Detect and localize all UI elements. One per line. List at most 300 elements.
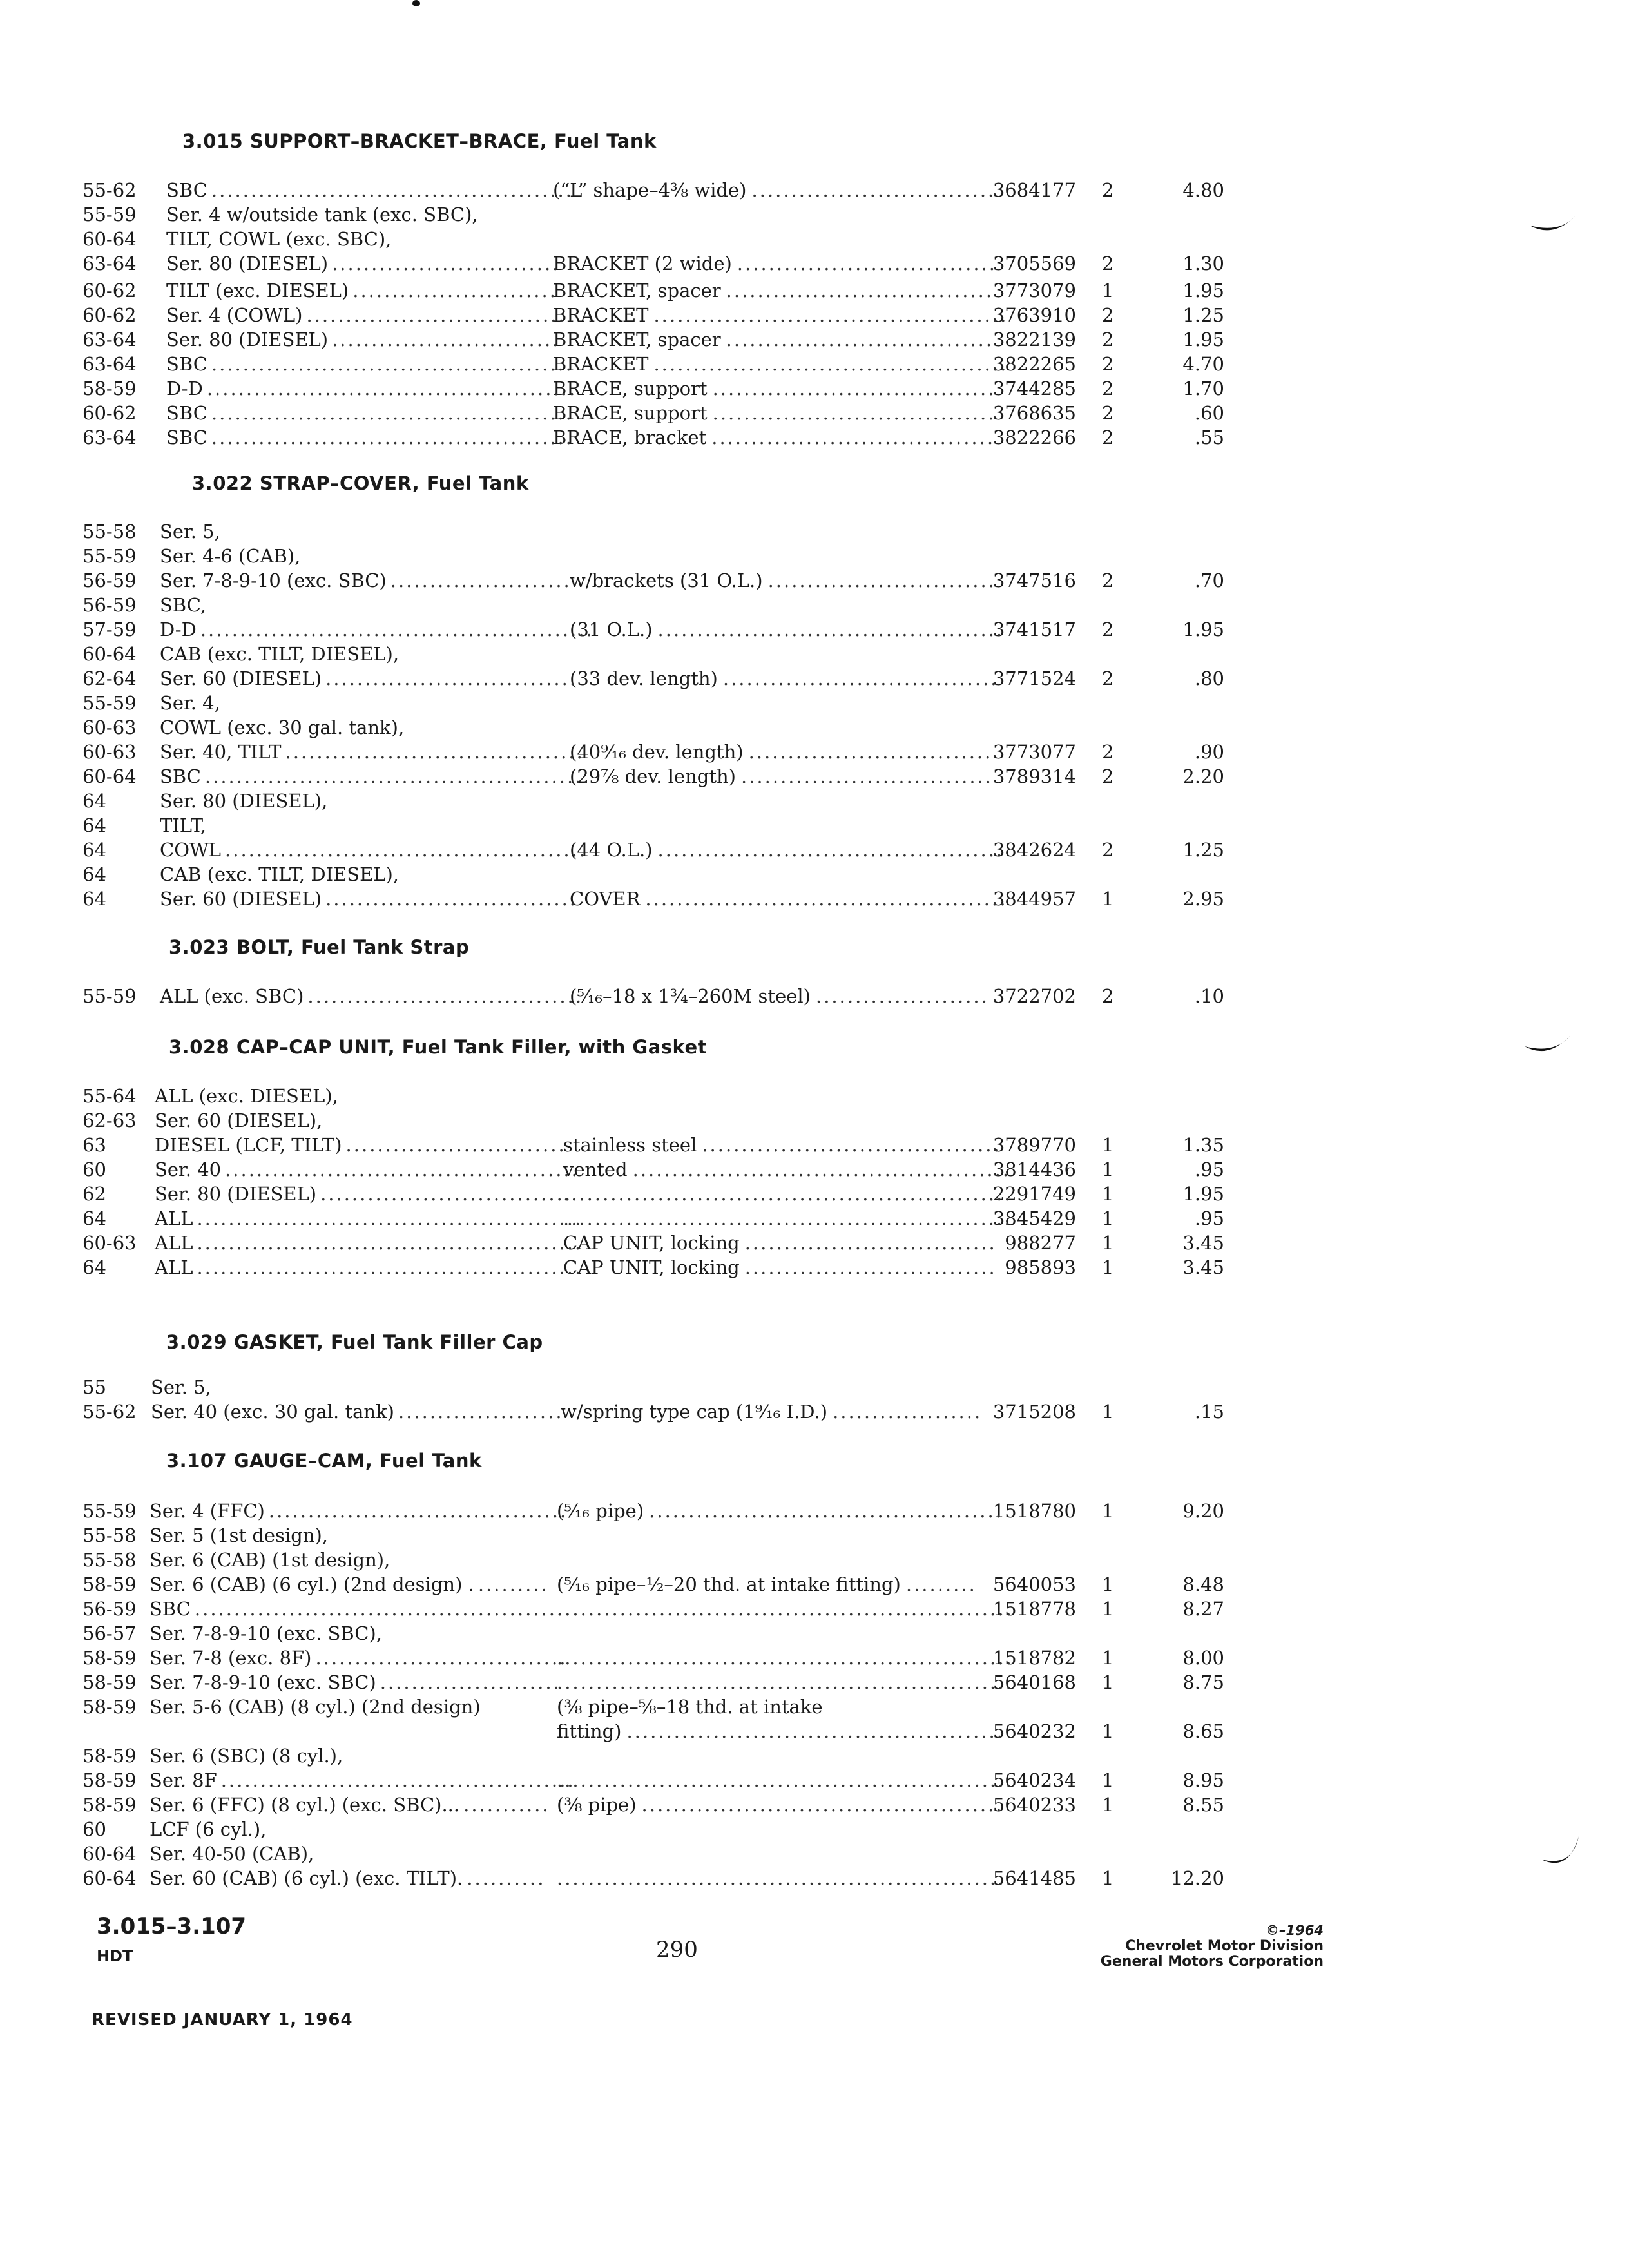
table-row	[0, 1182, 1629, 1206]
price-cell: 4.70	[1182, 353, 1224, 375]
price-cell: 8.55	[1182, 1794, 1224, 1816]
years-cell: 60-64	[82, 228, 137, 250]
leader-dots: ..............................................	[211, 427, 574, 448]
table-row	[0, 544, 1629, 568]
leader-dots: .............................................	[220, 1769, 575, 1791]
model-cell: Ser. 4-6 (CAB),	[160, 545, 301, 567]
table-row	[0, 666, 1629, 691]
model-cell: Ser. 7-8-9-10 (exc. SBC),	[149, 1622, 382, 1644]
model-cell: Ser. 4 (FFC)	[149, 1500, 265, 1522]
price-cell: 8.48	[1182, 1573, 1224, 1595]
leader-dots: ......................	[816, 985, 989, 1007]
part-number-cell: 3822139	[992, 329, 1076, 351]
model-cell: Ser. 7-8-9-10 (exc. SBC)	[160, 570, 387, 591]
table-row	[0, 740, 1629, 764]
years-cell: 64	[82, 839, 106, 861]
leader-dots: ......................................	[702, 1134, 1001, 1156]
table-row	[0, 1646, 1629, 1670]
footer-division: Chevrolet Motor Division	[1125, 1938, 1324, 1954]
years-cell: 58-59	[82, 1647, 137, 1669]
leader-dots: ..................................................	[200, 619, 594, 640]
model-cell: Ser. 6 (SBC) (8 cyl.),	[149, 1745, 343, 1767]
leader-dots: ....................................	[712, 402, 996, 424]
leader-dots: ..............................................	[225, 839, 588, 861]
table-row	[0, 1670, 1629, 1695]
description-cell: (29⅞ dev. length)	[570, 765, 736, 787]
quantity-cell: 1	[1102, 1720, 1114, 1742]
table-row	[0, 1597, 1629, 1621]
quantity-cell: 1	[1102, 1401, 1114, 1423]
leader-dots: .............................................	[653, 353, 1008, 375]
leader-dots: ......................................	[285, 741, 584, 763]
quantity-cell: 2	[1102, 619, 1114, 640]
quantity-cell: 1	[1102, 1598, 1114, 1620]
quantity-cell: 1	[1102, 1794, 1114, 1816]
years-cell: 60-64	[82, 1843, 137, 1865]
description-cell: (“L” shape–4⅜ wide)	[553, 179, 747, 201]
leader-dots: ................................	[744, 1232, 997, 1254]
price-cell: 3.45	[1182, 1256, 1224, 1278]
part-number-cell: 5641485	[992, 1867, 1076, 1889]
model-cell: SBC	[166, 402, 207, 424]
price-cell: 2.20	[1182, 765, 1224, 787]
table-row	[0, 1499, 1629, 1523]
table-row	[0, 425, 1629, 450]
price-cell: 12.20	[1170, 1867, 1224, 1889]
price-cell: .60	[1194, 402, 1224, 424]
price-cell: .80	[1194, 668, 1224, 689]
leader-dots: ..................................	[726, 280, 994, 302]
model-cell: Ser. 8F	[149, 1769, 217, 1791]
price-cell: .15	[1194, 1401, 1224, 1423]
leader-dots: ............................................	[657, 619, 1005, 640]
description-cell: BRACKET	[553, 353, 649, 375]
years-cell: 64	[82, 790, 106, 812]
leader-dots: ...........	[463, 1794, 550, 1816]
leader-dots: ...................................	[307, 985, 584, 1007]
part-number-cell: 1518778	[992, 1598, 1076, 1620]
binder-hole-mark-middle	[1522, 1024, 1574, 1063]
years-cell: 55-59	[82, 204, 137, 226]
price-cell: 1.95	[1182, 1183, 1224, 1205]
years-cell: 58-59	[82, 1573, 137, 1595]
part-number-cell: 1518780	[992, 1500, 1076, 1522]
table-row	[0, 1841, 1629, 1866]
years-cell: 55-59	[82, 545, 137, 567]
leader-dots: ................................................	[632, 1158, 1011, 1180]
table-row	[0, 1375, 1629, 1399]
description-cell: CAP UNIT, locking	[563, 1256, 740, 1278]
leader-dots: ..........................	[352, 280, 557, 302]
part-number-cell: 3822265	[992, 353, 1076, 375]
part-number-cell: 3715208	[992, 1401, 1076, 1423]
years-cell: 55-59	[82, 1500, 137, 1522]
leader-dots: ...............................	[748, 741, 993, 763]
quantity-cell: 1	[1102, 1573, 1114, 1595]
description-cell: vented	[563, 1158, 628, 1180]
quantity-cell: 2	[1102, 985, 1114, 1007]
description-cell: (33 dev. length)	[570, 668, 718, 689]
description-cell: w/brackets (31 O.L.)	[570, 570, 763, 591]
model-cell: COWL	[160, 839, 222, 861]
binder-hole-mark-top	[1527, 205, 1579, 244]
price-cell: 1.30	[1182, 253, 1224, 274]
table-row	[0, 593, 1629, 617]
model-cell: Ser. 4,	[160, 692, 220, 714]
price-cell: 3.45	[1182, 1232, 1224, 1254]
quantity-cell: 1	[1102, 1769, 1114, 1791]
years-cell: 55-59	[82, 692, 137, 714]
quantity-cell: 2	[1102, 741, 1114, 763]
table-row	[0, 278, 1629, 303]
model-cell: Ser. 80 (DIESEL),	[160, 790, 328, 812]
leader-dots: ..........................................................	[557, 1867, 1014, 1889]
years-cell: 64	[82, 1207, 106, 1229]
footer-series-code: HDT	[97, 1947, 133, 1965]
quantity-cell: 1	[1102, 1500, 1114, 1522]
model-cell: Ser. 6 (CAB) (1st design),	[149, 1549, 390, 1571]
quantity-cell: 2	[1102, 378, 1114, 399]
leader-dots: .............................	[332, 253, 561, 274]
leader-dots: .............................................	[225, 1158, 579, 1180]
table-row	[0, 1084, 1629, 1108]
model-cell: D-D	[166, 378, 203, 399]
table-row	[0, 1768, 1629, 1792]
table-row	[0, 1231, 1629, 1255]
table-row	[0, 327, 1629, 352]
part-number-cell: 3844957	[992, 888, 1076, 910]
part-number-cell: 5640232	[992, 1720, 1076, 1742]
price-cell: 1.95	[1182, 619, 1224, 640]
description-cell: (⅜ pipe–⅝–18 thd. at intake	[557, 1696, 823, 1718]
leader-dots: ................................................	[626, 1720, 1005, 1742]
part-number-cell: 3771524	[992, 668, 1076, 689]
table-row	[0, 519, 1629, 544]
part-number-cell: 3705569	[992, 253, 1076, 274]
years-cell: 60-63	[82, 1232, 137, 1254]
table-row	[0, 789, 1629, 813]
model-cell: Ser. 5,	[151, 1376, 211, 1398]
quantity-cell: 1	[1102, 1671, 1114, 1693]
leader-dots: ................................	[744, 1256, 997, 1278]
part-number-cell: 3684177	[992, 179, 1076, 201]
leader-dots: ..............................................	[641, 1794, 1004, 1816]
model-cell: SBC	[166, 179, 207, 201]
description-cell: BRACKET	[553, 304, 649, 326]
years-cell: 63-64	[82, 253, 137, 274]
description-cell: (⅜ pipe)	[557, 1794, 637, 1816]
description-cell: BRACE, support	[553, 402, 708, 424]
part-number-cell: 3789770	[992, 1134, 1076, 1156]
years-cell: 55-58	[82, 1549, 137, 1571]
leader-dots: .........................................................	[563, 1183, 1012, 1205]
part-number-cell: 3773079	[992, 280, 1076, 302]
leader-dots: ..............................................	[211, 353, 574, 375]
table-row	[0, 303, 1629, 327]
years-cell: 57-59	[82, 619, 137, 640]
model-cell: Ser. 4 w/outside tank (exc. SBC),	[166, 204, 478, 226]
footer-page-number: 290	[656, 1937, 698, 1963]
part-number-cell: 3763910	[992, 304, 1076, 326]
model-cell: D-D	[160, 619, 197, 640]
leader-dots: ..........................................................	[557, 1598, 1014, 1620]
years-cell: 55	[82, 1376, 106, 1398]
model-cell: Ser. 6 (FFC) (8 cyl.) (exc. SBC)...	[149, 1794, 460, 1816]
years-cell: 56-57	[82, 1622, 137, 1644]
years-cell: 58-59	[82, 1769, 137, 1791]
leader-dots: .........	[905, 1573, 977, 1595]
description-cell: BRACKET, spacer	[553, 329, 721, 351]
model-cell: Ser. 7-8-9-10 (exc. SBC)	[149, 1671, 376, 1693]
leader-dots: ..................................	[726, 329, 994, 351]
part-number-cell: 985893	[1005, 1256, 1076, 1278]
table-row	[0, 1792, 1629, 1817]
years-cell: 60	[82, 1158, 106, 1180]
years-cell: 60-64	[82, 1867, 137, 1889]
leader-dots: .....................	[398, 1401, 564, 1423]
part-number-cell: 3845429	[992, 1207, 1076, 1229]
price-cell: 4.80	[1182, 179, 1224, 201]
price-cell: 1.25	[1182, 839, 1224, 861]
quantity-cell: 1	[1102, 1134, 1114, 1156]
years-cell: 58-59	[82, 1794, 137, 1816]
leader-dots: ..........................................................	[557, 1671, 1014, 1693]
part-number-cell: 3768635	[992, 402, 1076, 424]
leader-dots: ....................................	[711, 427, 996, 448]
table-row	[0, 401, 1629, 425]
years-cell: 60-64	[82, 765, 137, 787]
table-row	[0, 1255, 1629, 1280]
price-cell: 1.35	[1182, 1134, 1224, 1156]
leader-dots: ..............................................	[645, 888, 1008, 910]
part-number-cell: 5640234	[992, 1769, 1076, 1791]
part-number-cell: 1518782	[992, 1647, 1076, 1669]
years-cell: 62-63	[82, 1110, 137, 1131]
model-cell: Ser. 40-50 (CAB),	[149, 1843, 314, 1865]
price-cell: 1.95	[1182, 329, 1224, 351]
leader-dots: ..........................................................	[557, 1769, 1014, 1791]
footer-section-range: 3.015–3.107	[97, 1914, 247, 1939]
model-cell: ALL (exc. SBC)	[160, 985, 304, 1007]
part-number-cell: 5640233	[992, 1794, 1076, 1816]
footer-copyright: ©–1964	[1266, 1923, 1324, 1938]
years-cell: 64	[82, 863, 106, 885]
leader-dots: .......................	[390, 570, 572, 591]
price-cell: 1.95	[1182, 280, 1224, 302]
description-cell: BRACE, bracket	[553, 427, 707, 448]
years-cell: 64	[82, 888, 106, 910]
years-cell: 60-62	[82, 304, 137, 326]
leader-dots: ...................	[833, 1401, 983, 1423]
model-cell: SBC	[160, 765, 201, 787]
years-cell: 62	[82, 1183, 106, 1205]
model-cell: ALL	[155, 1256, 193, 1278]
years-cell: 63-64	[82, 353, 137, 375]
table-row	[0, 178, 1629, 202]
leader-dots: ............................................	[657, 839, 1005, 861]
table-row	[0, 1523, 1629, 1548]
table-row	[0, 715, 1629, 740]
leader-dots: .............................................	[653, 304, 1008, 326]
table-row	[0, 1133, 1629, 1157]
description-cell: (⁵⁄₁₆ pipe)	[557, 1500, 644, 1522]
table-row	[0, 642, 1629, 666]
quantity-cell: 2	[1102, 765, 1114, 787]
part-number-cell: 3741517	[992, 619, 1076, 640]
footer-revised: REVISED JANUARY 1, 1964	[92, 2010, 353, 2030]
leader-dots: .......................	[380, 1671, 561, 1693]
leader-dots: ................................	[325, 888, 578, 910]
years-cell: 60-62	[82, 280, 137, 302]
description-cell: (40⁹⁄₁₆ dev. length)	[570, 741, 744, 763]
quantity-cell: 1	[1102, 1183, 1114, 1205]
table-row	[0, 1399, 1629, 1424]
model-cell: SBC	[149, 1598, 191, 1620]
section-title: 3.028 CAP–CAP UNIT, Fuel Tank Filler, with Gasket	[169, 1036, 708, 1058]
years-cell: 58-59	[82, 1745, 137, 1767]
quantity-cell: 1	[1102, 1158, 1114, 1180]
leader-dots: ............................	[345, 1134, 566, 1156]
model-cell: Ser. 4 (COWL)	[166, 304, 303, 326]
description-cell: COVER	[570, 888, 641, 910]
part-number-cell: 3814436	[992, 1158, 1076, 1180]
description-cell: BRACKET, spacer	[553, 280, 721, 302]
quantity-cell: 1	[1102, 1867, 1114, 1889]
leader-dots: .............................	[332, 329, 561, 351]
quantity-cell: 1	[1102, 1207, 1114, 1229]
quantity-cell: 2	[1102, 304, 1114, 326]
model-cell: Ser. 80 (DIESEL)	[166, 329, 329, 351]
model-cell: Ser. 5 (1st design),	[149, 1524, 328, 1546]
years-cell: 55-59	[82, 985, 137, 1007]
table-row	[0, 1621, 1629, 1646]
quantity-cell: 1	[1102, 1647, 1114, 1669]
model-cell: SBC	[166, 427, 207, 448]
leader-dots: .............................................	[649, 1500, 1003, 1522]
model-cell: ALL	[155, 1232, 193, 1254]
leader-dots: ..........................................................	[557, 1647, 1014, 1669]
leader-dots: ................................	[740, 765, 993, 787]
part-number-cell: 3822266	[992, 427, 1076, 448]
years-cell: 63-64	[82, 329, 137, 351]
table-row	[0, 1548, 1629, 1572]
quantity-cell: 1	[1102, 1232, 1114, 1254]
table-row	[0, 251, 1629, 276]
price-cell: 8.65	[1182, 1720, 1224, 1742]
table-row	[0, 813, 1629, 838]
part-number-cell: 3789314	[992, 765, 1076, 787]
years-cell: 56-59	[82, 570, 137, 591]
table-row	[0, 376, 1629, 401]
quantity-cell: 2	[1102, 427, 1114, 448]
model-cell: Ser. 5-6 (CAB) (8 cyl.) (2nd design)	[149, 1696, 481, 1718]
years-cell: 55-64	[82, 1085, 137, 1107]
table-row	[0, 887, 1629, 911]
model-cell: CAB (exc. TILT, DIESEL),	[160, 863, 400, 885]
part-number-cell: 5640053	[992, 1573, 1076, 1595]
description-cell: (⁵⁄₁₆ pipe–½–20 thd. at intake fitting)	[557, 1573, 901, 1595]
description-cell: (31 O.L.)	[570, 619, 653, 640]
model-cell: Ser. 60 (DIESEL)	[160, 668, 322, 689]
model-cell: COWL (exc. 30 gal. tank),	[160, 716, 405, 738]
binder-hole-mark-bottom	[1540, 1831, 1592, 1883]
leader-dots: .................................................	[194, 1598, 581, 1620]
description-cell: BRACE, support	[553, 378, 708, 399]
price-cell: 8.00	[1182, 1647, 1224, 1669]
quantity-cell: 1	[1102, 280, 1114, 302]
model-cell: Ser. 40	[155, 1158, 222, 1180]
quantity-cell: 2	[1102, 353, 1114, 375]
years-cell: 55-58	[82, 1524, 137, 1546]
model-cell: SBC,	[160, 594, 207, 616]
table-row	[0, 1108, 1629, 1133]
years-cell: 64	[82, 1256, 106, 1278]
price-cell: .95	[1194, 1158, 1224, 1180]
quantity-cell: 2	[1102, 329, 1114, 351]
model-cell: LCF (6 cyl.),	[149, 1818, 267, 1840]
leader-dots: .........................................................	[563, 1207, 1012, 1229]
years-cell: 63	[82, 1134, 106, 1156]
price-cell: 2.95	[1182, 888, 1224, 910]
table-row	[0, 1572, 1629, 1597]
table-row	[0, 1719, 1629, 1744]
leader-dots: ..........	[467, 1867, 546, 1889]
part-number-cell: 3722702	[992, 985, 1076, 1007]
leader-dots: ................................	[320, 1183, 573, 1205]
leader-dots: ...................................	[722, 668, 999, 689]
model-cell: Ser. 80 (DIESEL)	[166, 253, 329, 274]
price-cell: .55	[1194, 427, 1224, 448]
leader-dots: .................................................	[197, 1256, 583, 1278]
description-cell: BRACKET (2 wide)	[553, 253, 732, 274]
model-cell: DIESEL (LCF, TILT)	[155, 1134, 342, 1156]
table-row	[0, 227, 1629, 251]
leader-dots: ..............................................	[211, 179, 574, 201]
description-cell: CAP UNIT, locking	[563, 1232, 740, 1254]
quantity-cell: 2	[1102, 570, 1114, 591]
leader-dots: ................................	[315, 1647, 568, 1669]
years-cell: 60-63	[82, 716, 137, 738]
years-cell: 64	[82, 814, 106, 836]
price-cell: .90	[1194, 741, 1224, 763]
price-cell: 1.70	[1182, 378, 1224, 399]
quantity-cell: 1	[1102, 888, 1114, 910]
price-cell: .70	[1194, 570, 1224, 591]
leader-dots: ...............................................	[206, 378, 577, 399]
model-cell: Ser. 40, TILT	[160, 741, 282, 763]
years-cell: 56-59	[82, 594, 137, 616]
years-cell: 60	[82, 1818, 106, 1840]
years-cell: 55-62	[82, 179, 137, 201]
table-row	[0, 1817, 1629, 1841]
years-cell: 55-62	[82, 1401, 137, 1423]
model-cell: ALL (exc. DIESEL),	[155, 1085, 338, 1107]
years-cell: 58-59	[82, 1671, 137, 1693]
table-row	[0, 202, 1629, 227]
years-cell: 56-59	[82, 1598, 137, 1620]
table-row	[0, 691, 1629, 715]
model-cell: TILT (exc. DIESEL)	[166, 280, 349, 302]
price-cell: 8.75	[1182, 1671, 1224, 1693]
price-cell: 1.25	[1182, 304, 1224, 326]
leader-dots: .................................................	[197, 1232, 583, 1254]
table-row	[0, 1206, 1629, 1231]
table-row	[0, 764, 1629, 789]
leader-dots: .................................................	[197, 1207, 583, 1229]
quantity-cell: 2	[1102, 668, 1114, 689]
years-cell: 58-59	[82, 1696, 137, 1718]
part-number-cell: 3773077	[992, 741, 1076, 763]
